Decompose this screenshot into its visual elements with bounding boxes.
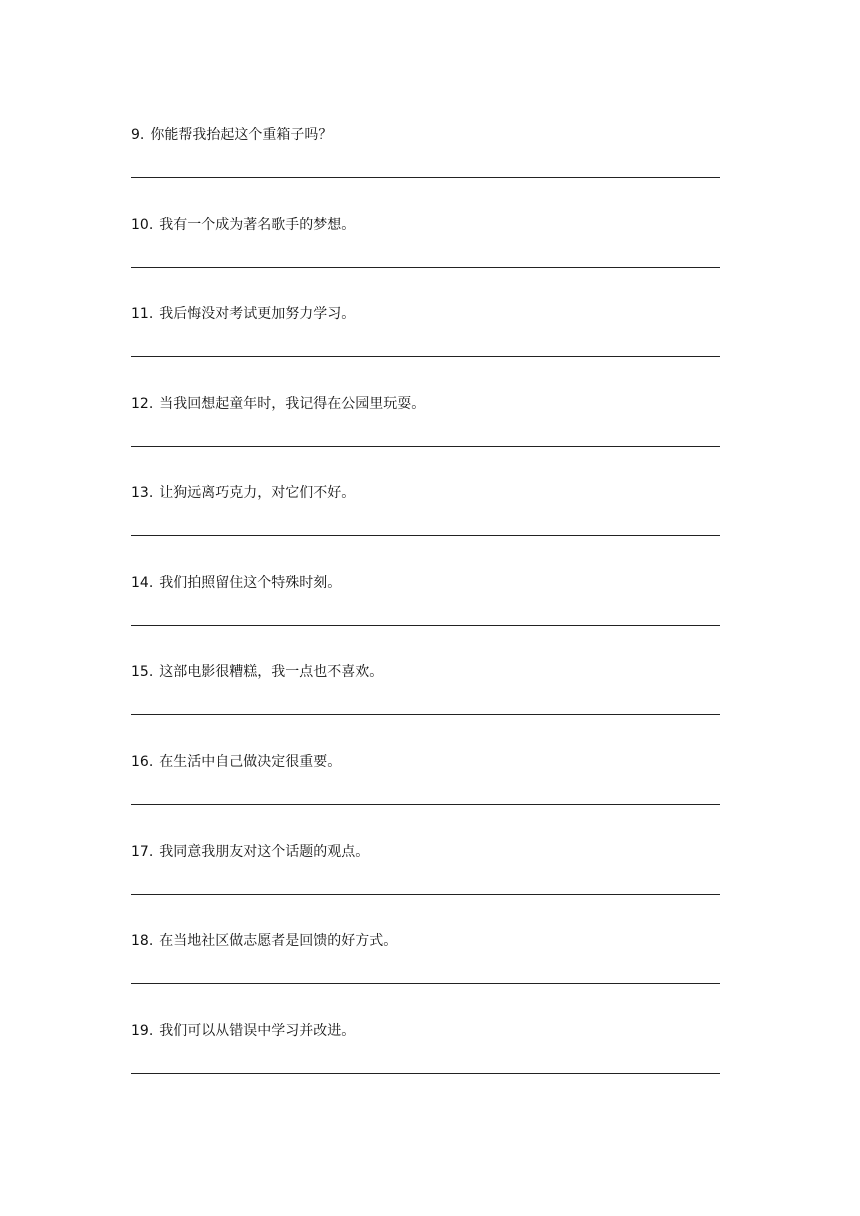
question-sentence bbox=[131, 753, 341, 771]
question-text: 在当地社区做志愿者是回馈的好方式。 bbox=[159, 933, 398, 949]
question-sentence bbox=[131, 395, 425, 413]
question-item bbox=[131, 216, 720, 276]
question-text: 你能帮我抬起这个重箱子吗？ bbox=[150, 127, 333, 143]
question-item bbox=[131, 484, 720, 544]
answer-line[interactable] bbox=[131, 1073, 720, 1074]
answer-line[interactable] bbox=[131, 894, 720, 895]
question-number: 9. bbox=[131, 127, 145, 143]
question-sentence bbox=[131, 663, 383, 681]
question-sentence bbox=[131, 932, 397, 950]
answer-line[interactable] bbox=[131, 714, 720, 715]
question-sentence bbox=[131, 126, 332, 144]
question-item bbox=[131, 305, 720, 365]
question-sentence bbox=[131, 305, 355, 323]
answer-line[interactable] bbox=[131, 177, 720, 178]
answer-line[interactable] bbox=[131, 446, 720, 447]
question-item bbox=[131, 126, 720, 186]
question-number: 14. bbox=[131, 575, 154, 591]
question-text: 我们拍照留住这个特殊时刻。 bbox=[159, 575, 342, 591]
question-sentence bbox=[131, 484, 355, 502]
question-text: 让狗远离巧克力，对它们不好。 bbox=[159, 485, 356, 501]
question-number: 10. bbox=[131, 217, 154, 233]
question-item bbox=[131, 753, 720, 813]
question-text: 当我回想起童年时，我记得在公园里玩耍。 bbox=[159, 396, 426, 412]
question-number: 16. bbox=[131, 754, 154, 770]
question-number: 19. bbox=[131, 1023, 154, 1039]
question-text: 我同意我朋友对这个话题的观点。 bbox=[159, 844, 370, 860]
answer-line[interactable] bbox=[131, 267, 720, 268]
answer-line[interactable] bbox=[131, 804, 720, 805]
question-sentence bbox=[131, 216, 355, 234]
question-text: 这部电影很糟糕，我一点也不喜欢。 bbox=[159, 664, 384, 680]
question-item bbox=[131, 574, 720, 634]
question-sentence bbox=[131, 1022, 355, 1040]
question-sentence bbox=[131, 574, 341, 592]
question-number: 17. bbox=[131, 844, 154, 860]
question-item bbox=[131, 843, 720, 903]
question-text: 我有一个成为著名歌手的梦想。 bbox=[159, 217, 356, 233]
answer-line[interactable] bbox=[131, 625, 720, 626]
answer-line[interactable] bbox=[131, 983, 720, 984]
question-number: 15. bbox=[131, 664, 154, 680]
question-item bbox=[131, 395, 720, 455]
question-number: 13. bbox=[131, 485, 154, 501]
question-item bbox=[131, 663, 720, 723]
question-text: 我后悔没对考试更加努力学习。 bbox=[159, 306, 356, 322]
question-number: 11. bbox=[131, 306, 154, 322]
question-text: 我们可以从错误中学习并改进。 bbox=[159, 1023, 356, 1039]
answer-line[interactable] bbox=[131, 535, 720, 536]
question-sentence bbox=[131, 843, 369, 861]
question-number: 12. bbox=[131, 396, 154, 412]
question-text: 在生活中自己做决定很重要。 bbox=[159, 754, 342, 770]
question-item bbox=[131, 1022, 720, 1082]
question-item bbox=[131, 932, 720, 992]
question-number: 18. bbox=[131, 933, 154, 949]
answer-line[interactable] bbox=[131, 356, 720, 357]
